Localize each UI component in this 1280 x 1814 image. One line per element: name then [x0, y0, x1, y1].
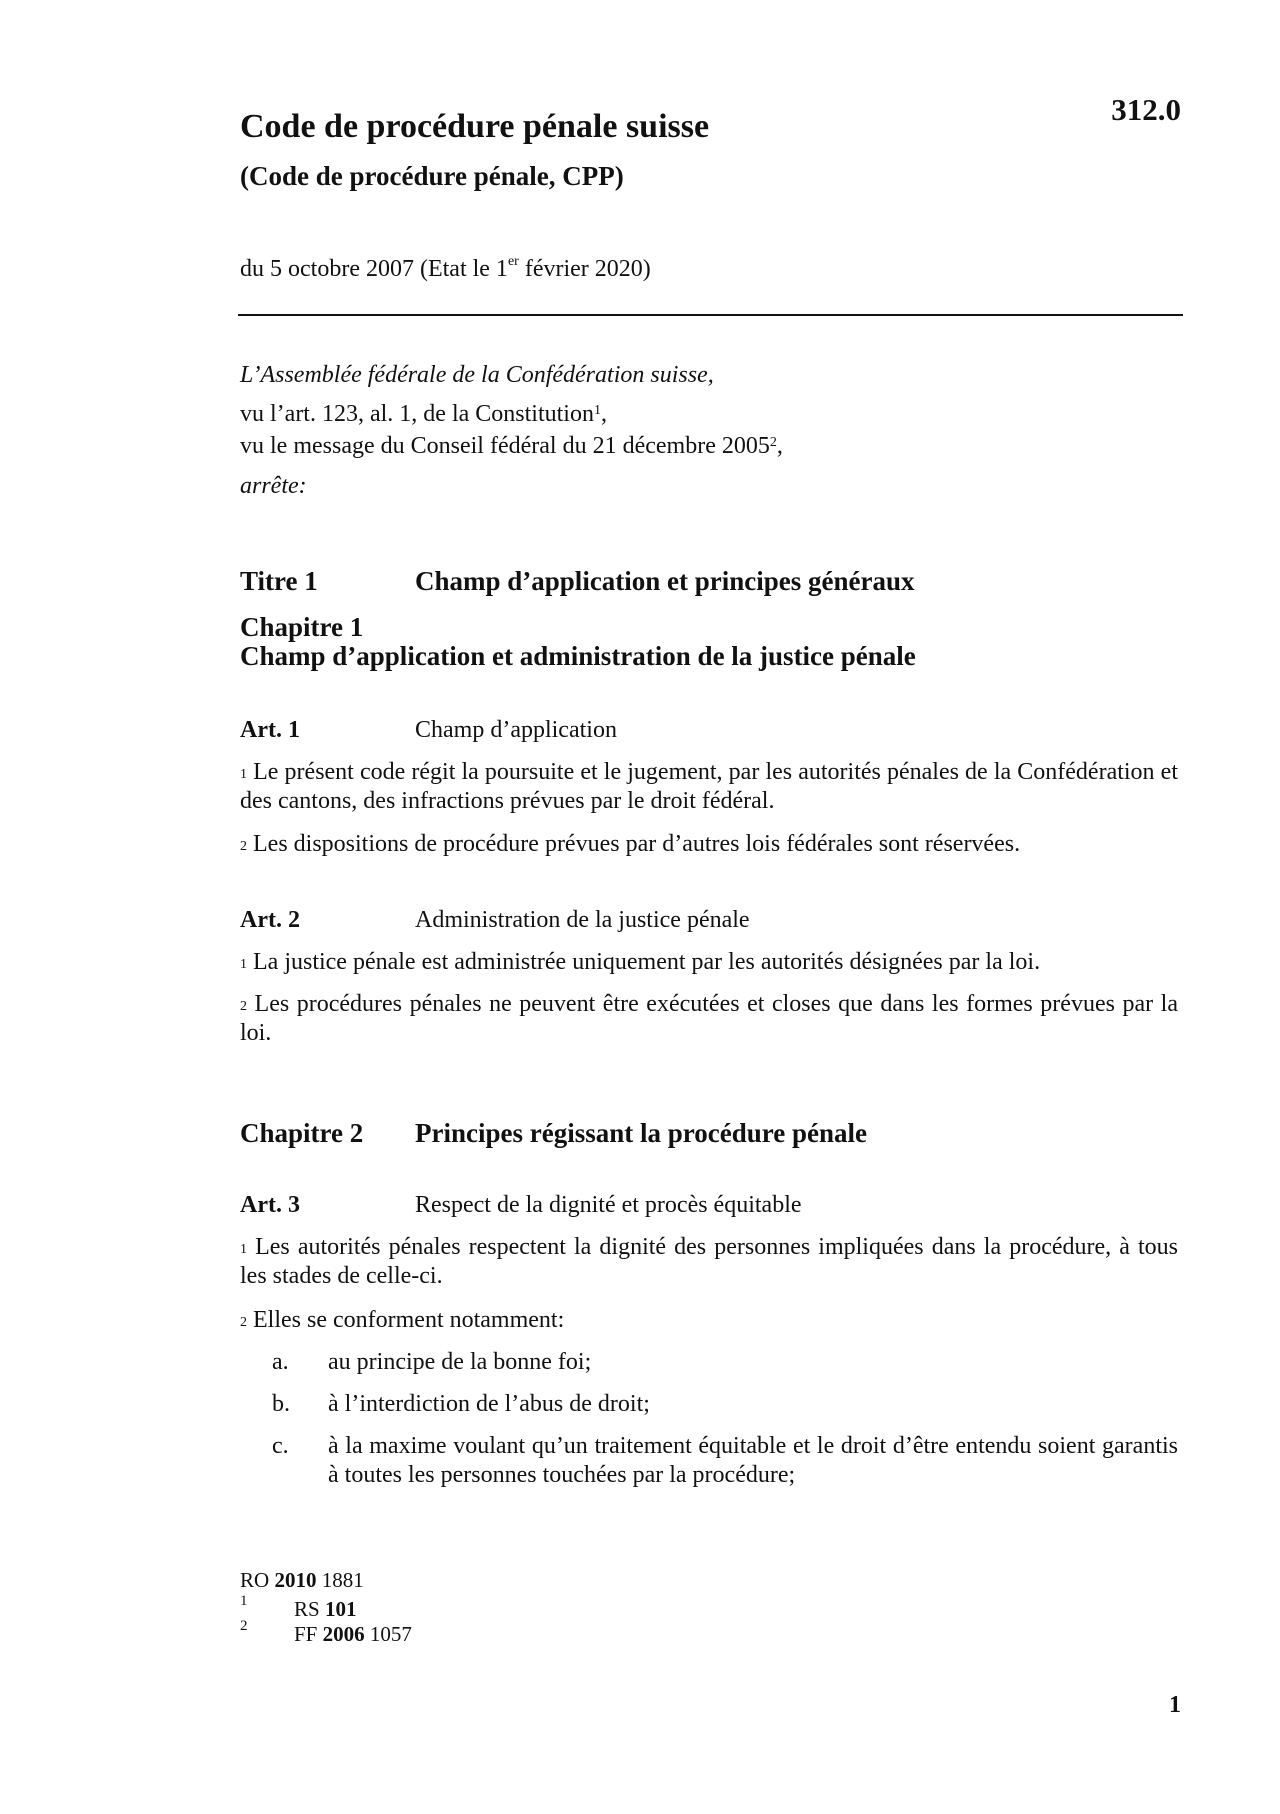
- paragraph-text: La justice pénale est administrée uniquement par les autorités désignées par la loi.: [247, 949, 1041, 975]
- official-compilation-reference: [240, 1568, 364, 1593]
- footnote-bold: 101: [324, 1597, 357, 1621]
- ro-prefix: RO: [240, 1568, 275, 1592]
- page-number: 1: [1169, 1692, 1181, 1718]
- article-3-title: Respect de la dignité et procès équitable: [415, 1192, 802, 1218]
- footnote-prefix: RS: [294, 1597, 325, 1621]
- footnote-number: 1: [240, 1593, 248, 1609]
- article-1-title: Champ d’application: [415, 717, 617, 743]
- footnote-text[interactable]: [294, 1597, 356, 1622]
- preamble-line1-end: ,: [600, 401, 607, 427]
- article-3-paragraph-2: [240, 1306, 1178, 1335]
- paragraph-text: Les procédures pénales ne peuvent être exécutées et closes que dans les formes prévues par la loi.: [240, 991, 1178, 1046]
- preamble-constitution-line: [240, 401, 607, 428]
- titre-1-heading: Champ d’application et principes généraux: [415, 566, 915, 596]
- preamble-line1-text: vu l’art. 123, al. 1, de la Constitution: [240, 401, 594, 427]
- chapitre-2-heading: Principes régissant la procédure pénale: [415, 1118, 867, 1148]
- article-1-paragraph-1: [240, 758, 1178, 816]
- document-subtitle: (Code de procédure pénale, CPP): [240, 161, 624, 191]
- footnote-ref-2[interactable]: 2: [769, 435, 777, 450]
- titre-1-label: Titre 1: [240, 566, 318, 596]
- list-item-letter: b.: [272, 1391, 290, 1417]
- paragraph-number: 1: [240, 957, 247, 972]
- paragraph-text: Elles se conforment notamment:: [247, 1307, 565, 1333]
- footnote-text[interactable]: [294, 1622, 412, 1647]
- preamble-line2-end: ,: [776, 433, 783, 459]
- chapitre-1-label: Chapitre 1: [240, 612, 364, 642]
- date-prefix: du 5 octobre 2007 (Etat le 1: [240, 256, 508, 282]
- paragraph-text: Les autorités pénales respectent la dignité des personnes impliquées dans la procédure, à tous les stades de celle-ci.: [240, 1234, 1178, 1289]
- footnote-ref-1[interactable]: 1: [593, 403, 601, 418]
- document-title: Code de procédure pénale suisse: [240, 108, 710, 145]
- footnote-prefix: FF: [294, 1622, 323, 1646]
- list-item-letter: c.: [272, 1433, 289, 1459]
- article-3-paragraph-1: [240, 1233, 1178, 1291]
- paragraph-text: Les dispositions de procédure prévues par d’autres lois fédérales sont réservées.: [247, 831, 1021, 857]
- article-2-label: Art. 2: [240, 907, 300, 933]
- paragraph-number: 1: [240, 1242, 247, 1257]
- ro-year: 2010: [274, 1568, 317, 1592]
- header-divider: [238, 314, 1183, 316]
- date-suffix: février 2020): [518, 256, 651, 282]
- article-2-paragraph-1: [240, 948, 1178, 977]
- paragraph-number: 2: [240, 839, 247, 854]
- chapitre-2-label: Chapitre 2: [240, 1118, 364, 1148]
- article-2-title: Administration de la justice pénale: [415, 907, 750, 933]
- footnote-suffix: 1057: [364, 1622, 412, 1646]
- preamble-decree: arrête:: [240, 473, 307, 499]
- paragraph-number: 2: [240, 1315, 247, 1330]
- document-date: [240, 256, 651, 283]
- list-item-text: à la maxime voulant qu’un traitement équitable et le droit d’être entendu soient garantis à toutes les personnes touchées par la procédure;: [328, 1433, 1178, 1488]
- preamble-line2-text: vu le message du Conseil fédéral du 21 décembre 2005: [240, 433, 770, 459]
- ro-page: 1881: [316, 1568, 364, 1592]
- paragraph-text: Le présent code régit la poursuite et le jugement, par les autorités pénales de la Confédération et des cantons, des infractions prévues par le droit fédéral.: [240, 759, 1178, 814]
- paragraph-number: 2: [240, 999, 247, 1014]
- preamble-message-line: [240, 433, 783, 460]
- list-item-text: au principe de la bonne foi;: [328, 1349, 592, 1375]
- article-2-paragraph-2: [240, 990, 1178, 1048]
- paragraph-number: 1: [240, 767, 247, 782]
- date-superscript: er: [507, 254, 519, 269]
- article-1-label: Art. 1: [240, 717, 300, 743]
- list-item-text: à l’interdiction de l’abus de droit;: [328, 1391, 650, 1417]
- article-1-paragraph-2: [240, 830, 1178, 859]
- list-item-letter: a.: [272, 1349, 289, 1375]
- sr-number: 312.0: [1111, 92, 1181, 127]
- footnote-bold: 2006: [322, 1622, 365, 1646]
- article-3-label: Art. 3: [240, 1192, 300, 1218]
- preamble-issuer: L’Assemblée fédérale de la Confédération suisse,: [240, 362, 714, 388]
- footnote-number: 2: [240, 1618, 248, 1634]
- chapitre-1-heading: Champ d’application et administration de la justice pénale: [240, 641, 916, 671]
